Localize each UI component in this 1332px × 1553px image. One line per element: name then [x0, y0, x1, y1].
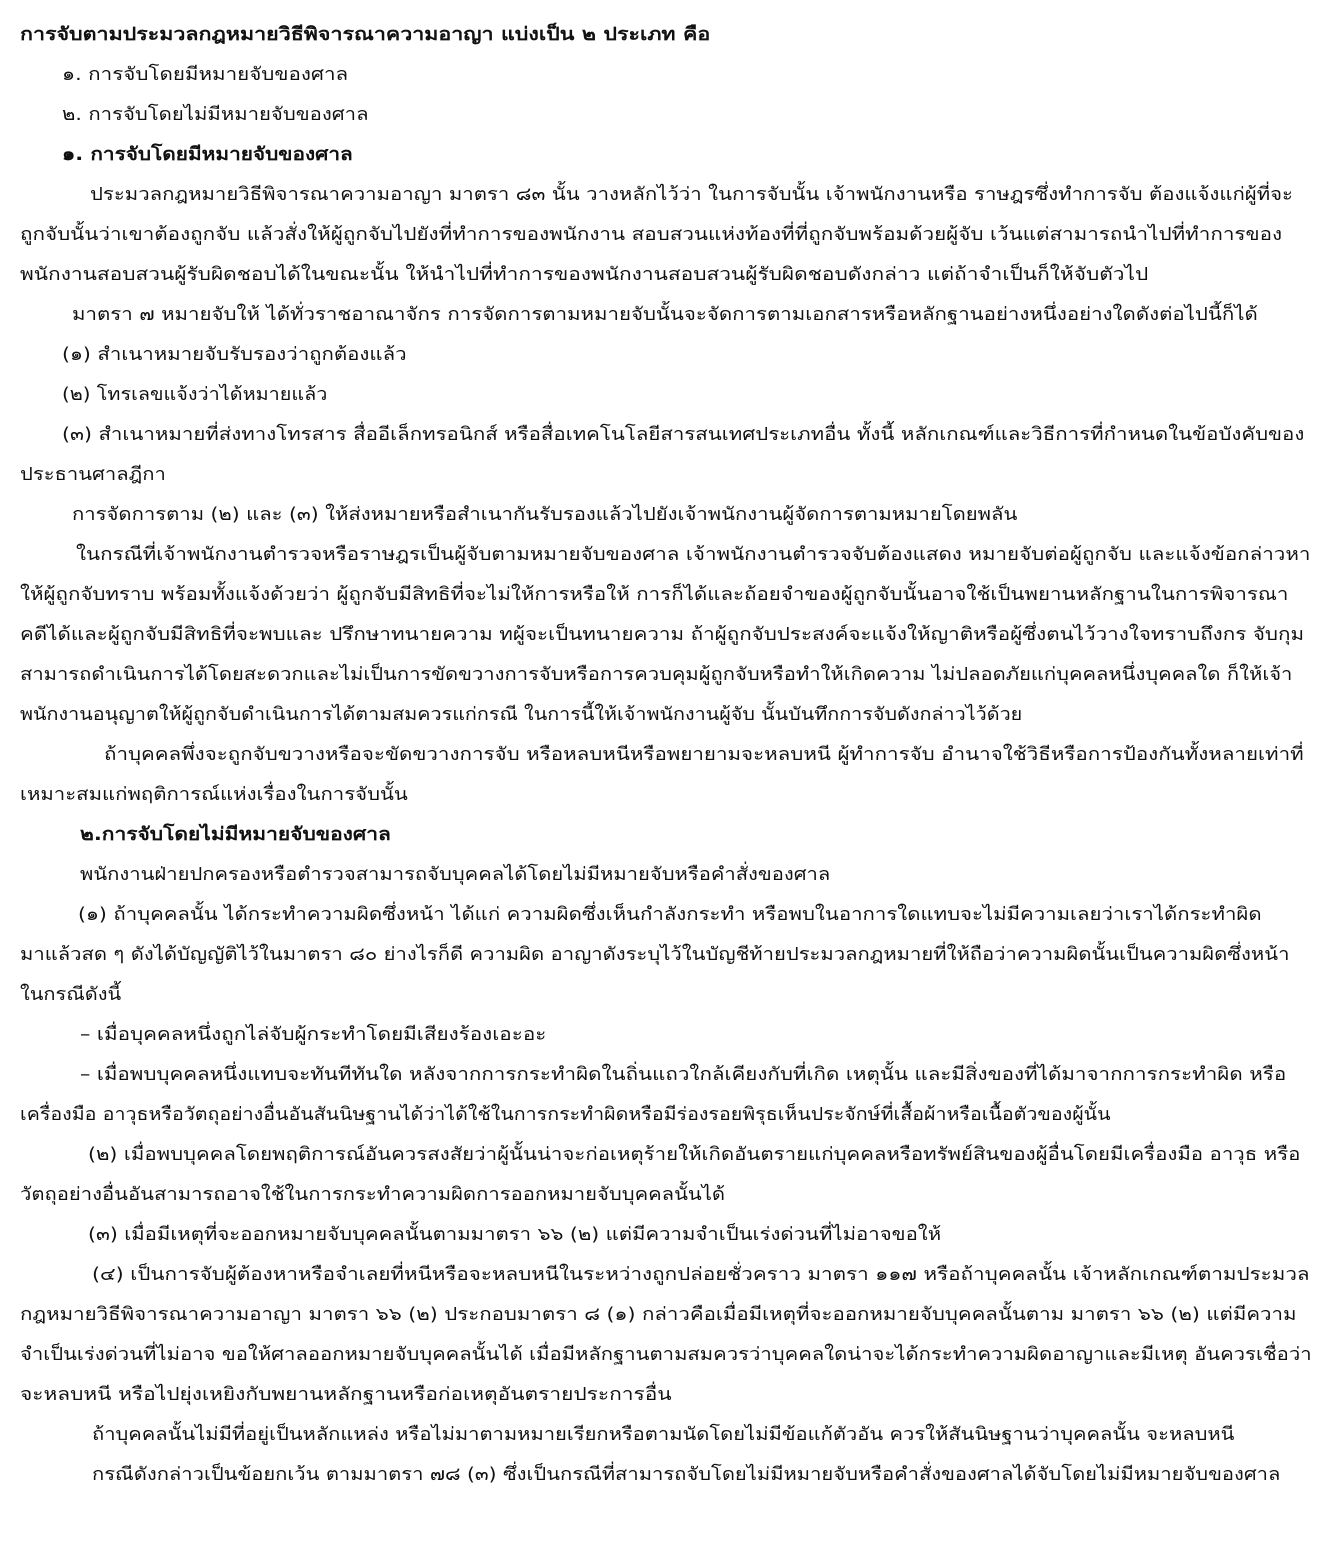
list-item: (๔) เป็นการจับผู้ต้องหาหรือจำเลยที่หนีหรือจะหลบหนีในระหว่างถูกปล่อยชั่วคราว มาตรา ๑๑๗ หรือถ้าบุคคลนั้น เจ้าหลักเกณฑ์ตามประมวล	[92, 1264, 1310, 1285]
list-item: (๑) สำเนาหมายจับรับรองว่าถูกต้องแล้ว	[62, 344, 407, 365]
paragraph-line: ประมวลกฎหมายวิธีพิจารณาความอาญา มาตรา ๘๓ นั้น วางหลักไว้ว่า ในการจับนั้น เจ้าพนักงานหรือ ราษฎรซึ่งทำการจับ ต้องแจ้งแก่ผู้ที่จะ	[90, 184, 1293, 205]
paragraph-line: ให้ผู้ถูกจับทราบ พร้อมทั้งแจ้งด้วยว่า ผู้ถูกจับมีสิทธิที่จะไม่ให้การหรือให้ การก็ได้และถ้อยจำของผู้ถูกจับนั้นอาจใช้เป็นพยานหลักฐานในการพิจารณา	[20, 584, 1289, 605]
section-heading-1: ๑. การจับโดยมีหมายจับของศาล	[62, 144, 353, 165]
paragraph-line: ถ้าบุคคลพึ่งจะถูกจับขวางหรือจะขัดขวางการจับ หรือหลบหนีหรือพยายามจะหลบหนี ผู้ทำการจับ อำนาจใช้วิธีหรือการป้องกันทั้งหลายเท่าที่	[104, 744, 1304, 765]
list-item: (๓) เมื่อมีเหตุที่จะออกหมายจับบุคคลนั้นตามมาตรา ๖๖ (๒) แต่มีความจำเป็นเร่งด่วนที่ไม่อาจขอให้	[88, 1224, 942, 1245]
section-heading-2: ๒.การจับโดยไม่มีหมายจับของศาล	[80, 824, 391, 845]
paragraph-line: เครื่องมือ อาวุธหรือวัตถุอย่างอื่นอันสันนิษฐานได้ว่าได้ใช้ในการกระทำผิดหรือมีร่องรอยพิรุธเห็นประจักษ์ที่เสื้อผ้าหรือเนื้อตัวของผู้นั้น	[20, 1104, 1111, 1125]
bullet-item: – เมื่อพบบุคคลหนึ่งแทบจะทันทีทันใด หลังจากการกระทำผิดในถิ่นแถวใกล้เคียงกับที่เกิด เหตุนั้น และมีสิ่งของที่ได้มาจากการกระทำผิด หรือ	[80, 1064, 1287, 1085]
paragraph-line: คดีได้และผู้ถูกจับมีสิทธิที่จะพบและ ปรึกษาทนายความ ทผู้จะเป็นทนายความ ถ้าผู้ถูกจับประสงค์จะแจ้งให้ญาติหรือผู้ซึ่งตนไว้วางใจทราบถึงกร จับกุม	[20, 624, 1305, 645]
document-title: การจับตามประมวลกฎหมายวิธีพิจารณาความอาญา แบ่งเป็น ๒ ประเภท คือ	[20, 24, 711, 45]
list-item: ๑. การจับโดยมีหมายจับของศาล	[62, 64, 349, 85]
paragraph-line: พนักงานอนุญาตให้ผู้ถูกจับดำเนินการได้ตามสมควรแก่กรณี ในการนี้ให้เจ้าพนักงานผู้จับ นั้นบันทึกการจับดังกล่าวไว้ด้วย	[20, 704, 1023, 725]
paragraph-line: ประธานศาลฎีกา	[20, 464, 166, 485]
paragraph-line: ในกรณีที่เจ้าพนักงานตำรวจหรือราษฎรเป็นผู้จับตามหมายจับของศาล เจ้าพนักงานตำรวจจับต้องแสดง หมายจับต่อผู้ถูกจับ และแจ้งข้อกล่าวหา	[76, 544, 1311, 565]
bullet-item: – เมื่อบุคคลหนึ่งถูกไล่จับผู้กระทำโดยมีเสียงร้องเอะอะ	[80, 1024, 547, 1045]
list-item: (๒) เมื่อพบบุคคลโดยพฤติการณ์อันควรสงสัยว่าผู้นั้นน่าจะก่อเหตุร้ายให้เกิดอันตรายแก่บุคคลหรือทรัพย์สินของผู้อื่นโดยมีเครื่องมือ อาวุธ หรือ	[88, 1144, 1301, 1165]
paragraph-line: จำเป็นเร่งด่วนที่ไม่อาจ ขอให้ศาลออกหมายจับบุคคลนั้นได้ เมื่อมีหลักฐานตามสมควรว่าบุคคลใดน่าจะได้กระทำความผิดอาญาและมีเหตุ อันควรเชื่อว่า	[20, 1344, 1312, 1365]
paragraph-line: วัตถุอย่างอื่นอันสามารถอาจใช้ในการกระทำความผิดการออกหมายจับบุคคลนั้นได้	[20, 1184, 726, 1205]
list-item: (๒) โทรเลขแจ้งว่าได้หมายแล้ว	[62, 384, 328, 405]
paragraph-line: เหมาะสมแก่พฤติการณ์แห่งเรื่องในการจับนั้น	[20, 784, 408, 805]
paragraph-line: กรณีดังกล่าวเป็นข้อยกเว้น ตามมาตรา ๗๘ (๓) ซึ่งเป็นกรณีที่สามารถจับโดยไม่มีหมายจับหรือคำสั่งของศาลได้จับโดยไม่มีหมายจับของศาล	[92, 1464, 1281, 1485]
paragraph-line: พนักงานฝ่ายปกครองหรือตำรวจสามารถจับบุคคลได้โดยไม่มีหมายจับหรือคำสั่งของศาล	[80, 864, 831, 885]
paragraph-line: ถ้าบุคคลนั้นไม่มีที่อยู่เป็นหลักแหล่ง หรือไม่มาตามหมายเรียกหรือตามนัดโดยไม่มีข้อแก้ตัวอัน ควรให้สันนิษฐานว่าบุคคลนั้น จะหลบหนี	[92, 1424, 1235, 1445]
paragraph-line: การจัดการตาม (๒) และ (๓) ให้ส่งหมายหรือสำเนากันรับรองแล้วไปยังเจ้าพนักงานผู้จัดการตามหมายโดยพลัน	[72, 504, 1018, 525]
paragraph-line: มาตรา ๗ หมายจับให้ ได้ทั่วราชอาณาจักร การจัดการตามหมายจับนั้นจะจัดการตามเอกสารหรือหลักฐานอย่างหนึ่งอย่างใดดังต่อไปนี้ก็ได้	[72, 304, 1258, 325]
list-item: (๓) สำเนาหมายที่ส่งทางโทรสาร สื่ออีเล็กทรอนิกส์ หรือสื่อเทคโนโลยีสารสนเทศประเภทอื่น ทั้งนี้ หลักเกณฑ์และวิธีการที่กำหนดในข้อบังคับของ	[62, 424, 1305, 445]
paragraph-line: สามารถดำเนินการได้โดยสะดวกและไม่เป็นการขัดขวางการจับหรือการควบคุมผู้ถูกจับหรือทำให้เกิดความ ไม่ปลอดภัยแก่บุคคลหนึ่งบุคคลใด ก็ให้เจ้า	[20, 664, 1293, 685]
paragraph-line: มาแล้วสด ๆ ดังได้บัญญัติไว้ในมาตรา ๘๐ ย่างไรก็ดี ความผิด อาญาดังระบุไว้ในบัญชีท้ายประมวลกฎหมายที่ให้ถือว่าความผิดนั้นเป็นความผิดซึ่งหน้า	[20, 944, 1290, 965]
paragraph-line: กฎหมายวิธีพิจารณาความอาญา มาตรา ๖๖ (๒) ประกอบมาตรา ๘ (๑) กล่าวคือเมื่อมีเหตุที่จะออกหมายจับบุคคลนั้นตาม มาตรา ๖๖ (๒) แต่มีความ	[20, 1304, 1297, 1325]
paragraph-line: จะหลบหนี หรือไปยุ่งเหยิงกับพยานหลักฐานหรือก่อเหตุอันตรายประการอื่น	[20, 1384, 672, 1405]
paragraph-line: ในกรณีดังนี้	[20, 984, 122, 1005]
paragraph-line: พนักงานสอบสวนผู้รับผิดชอบได้ในขณะนั้น ให้นำไปที่ทำการของพนักงานสอบสวนผู้รับผิดชอบดังกล่าว แต่ถ้าจำเป็นก็ให้จับตัวไป	[20, 264, 1149, 285]
list-item: ๒. การจับโดยไม่มีหมายจับของศาล	[62, 104, 369, 125]
list-item: (๑) ถ้าบุคคลนั้น ได้กระทำความผิดซึ่งหน้า ได้แก่ ความผิดซึ่งเห็นกำลังกระทำ หรือพบในอาการใดแทบจะไม่มีความเลยว่าเราได้กระทำผิด	[78, 904, 1262, 925]
paragraph-line: ถูกจับนั้นว่าเขาต้องถูกจับ แล้วสั่งให้ผู้ถูกจับไปยังที่ทำการของพนักงาน สอบสวนแห่งท้องที่ที่ถูกจับพร้อมด้วยผู้จับ เว้นแต่สามารถนำไปที่ทำการของ	[20, 224, 1283, 245]
